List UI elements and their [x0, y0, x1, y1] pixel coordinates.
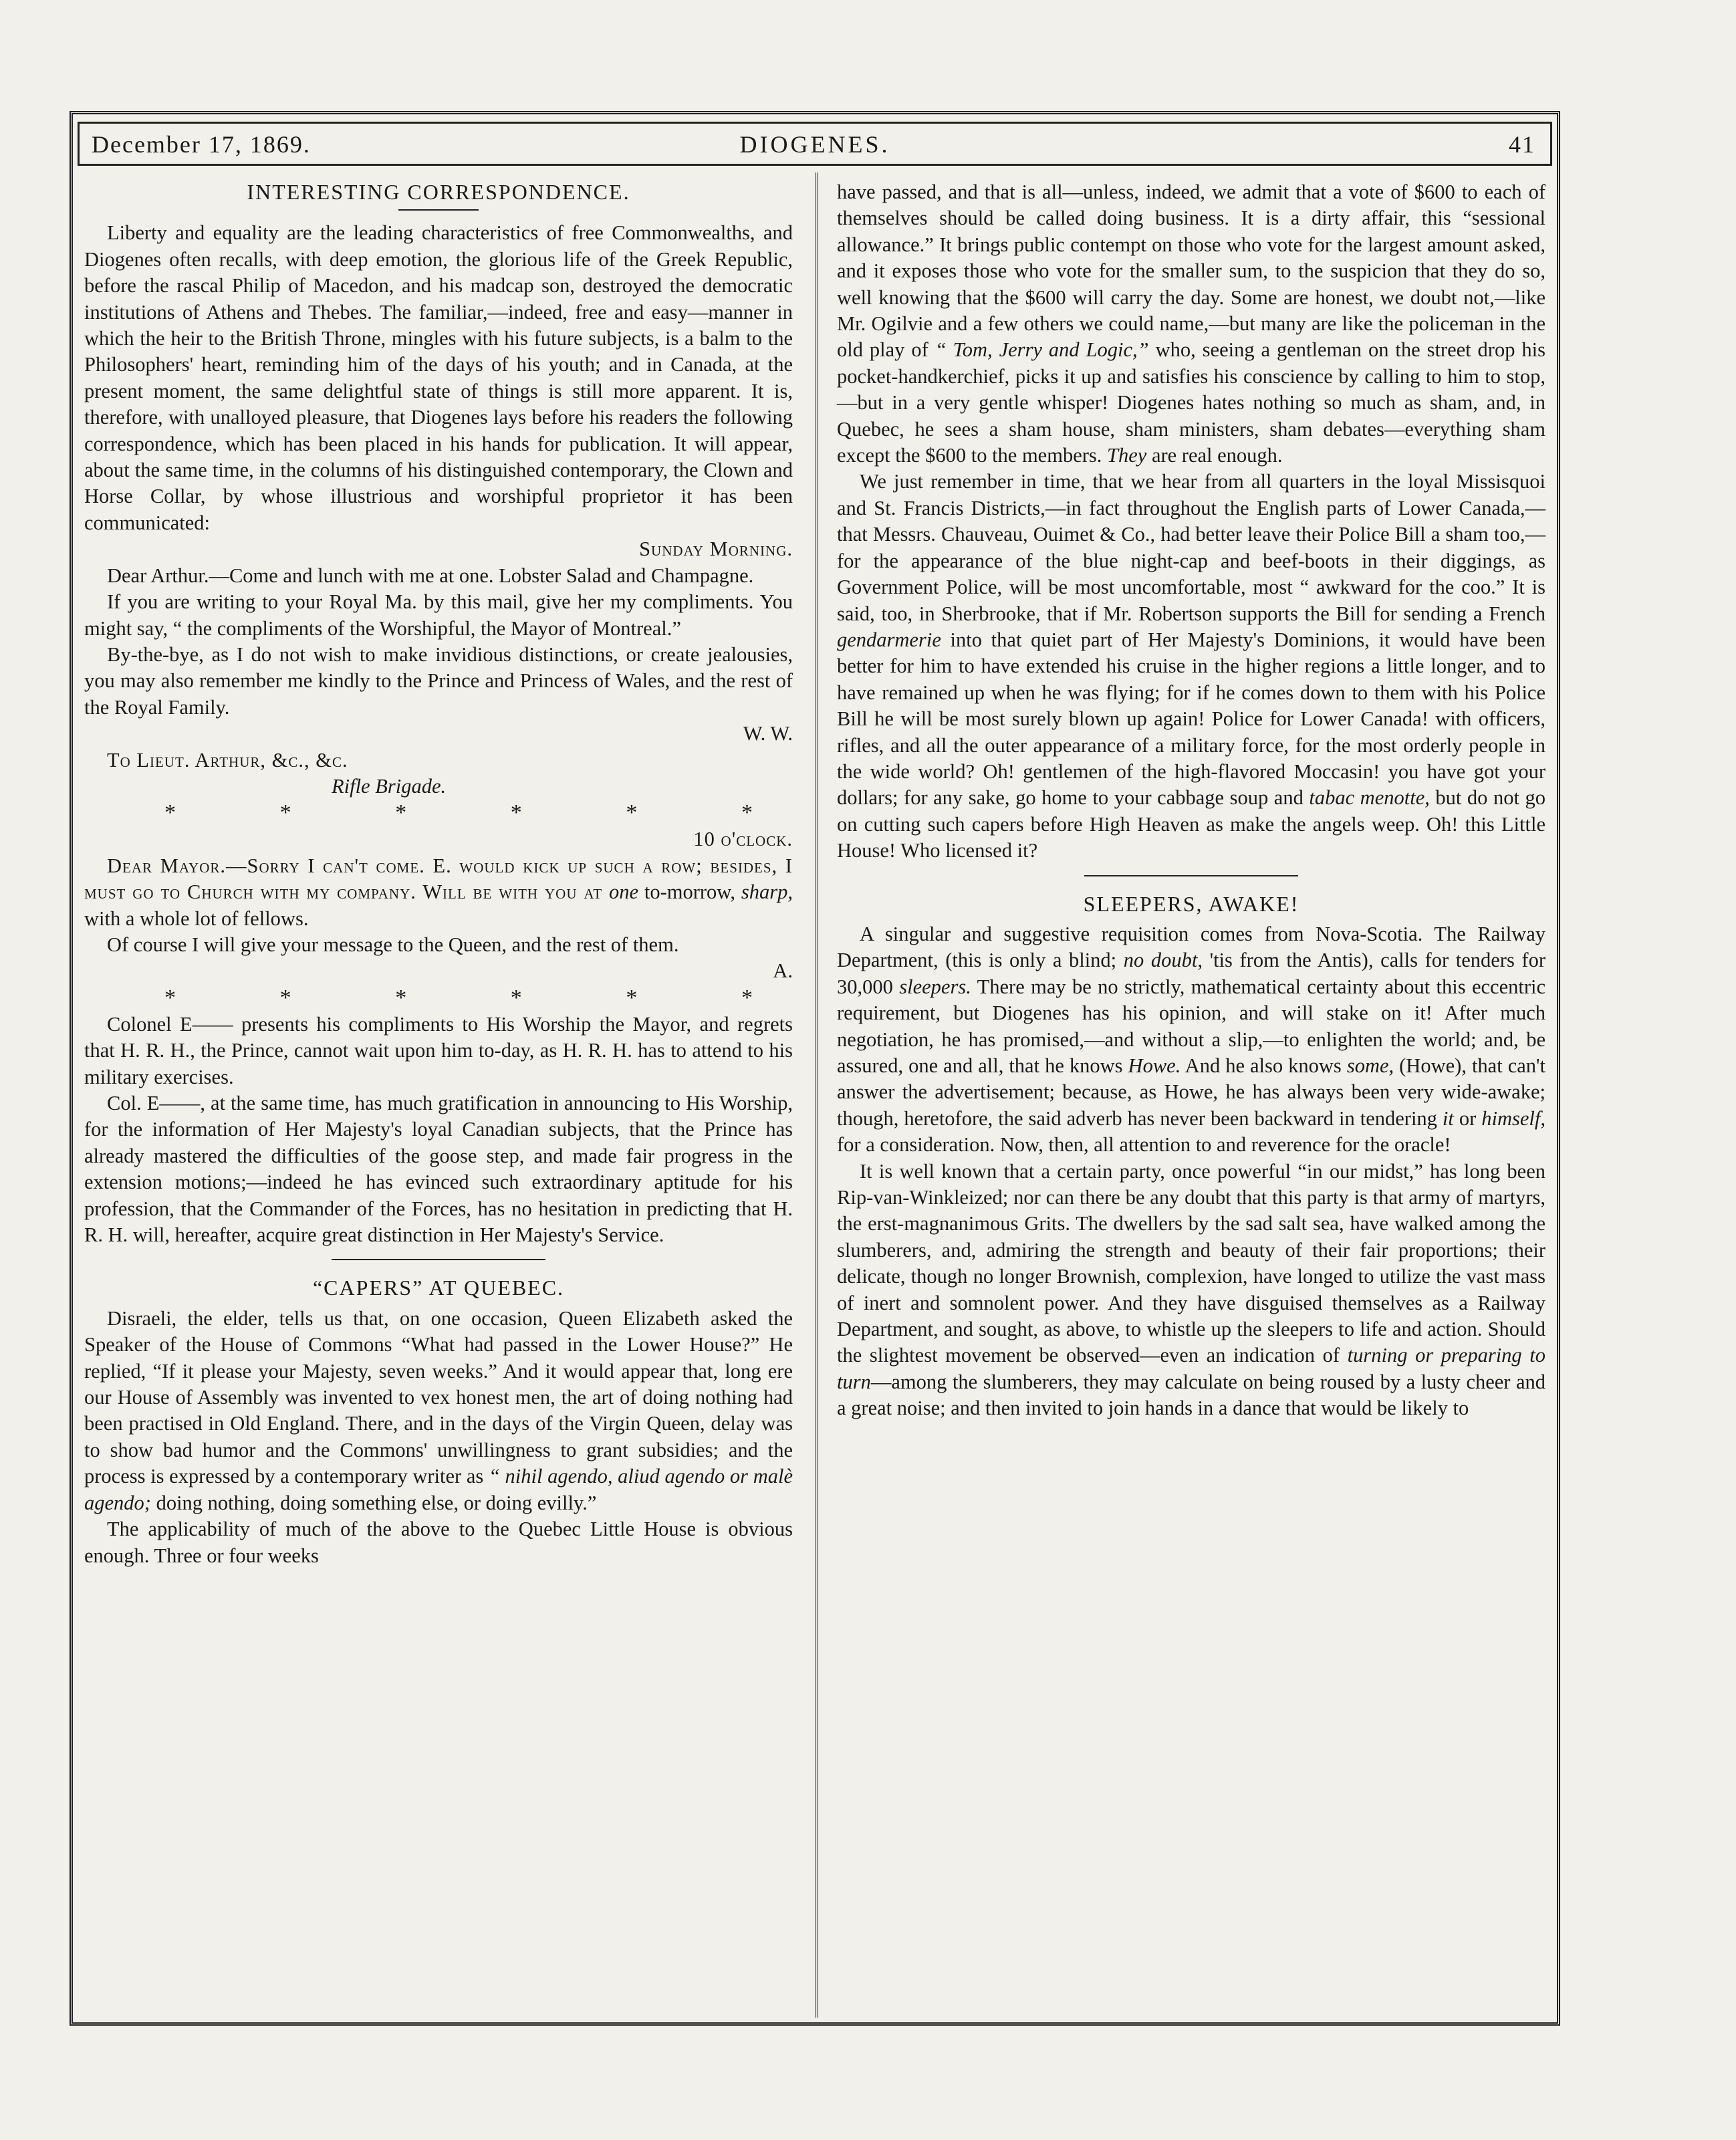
heading-sleepers-awake: SLEEPERS, AWAKE!: [1083, 891, 1299, 916]
intro-paragraph: Liberty and equality are the leading characteristics of free Commonwealths, and Diogenes often recalls, with deep emotion, the glorious life of the Greek Republic, before the rascal Philip of Macedon, and his madcap son, destroyed the democratic institutions of Athens and Thebes. The familiar,—indeed, free and easy—manner in which the heir to the British Throne, mingles with his future subjects, is a balm to the Philosophers' heart, reminding him of the days of his youth; and in Canada, at the present moment, the same delightful state of things is still more apparent. It is, therefore, with unalloyed pleasure, that Diogenes lays before his readers the following correspondence, which has been placed in his hands for publication. It will appear, about the same time, in the columns of his distinguished contemporary, the Clown and Horse Collar, by whose illustrious and worshipful proprietor it has been communicated:: [84, 221, 793, 534]
heading-rule: [398, 209, 479, 211]
cont2-text-b: into that quiet part of Her Majesty's Dominions, it would have been better for him to have extended his cruise in the higher regions a little longer, and to have remained up when he was flying; for if he comes down to them with his Police Bill he will be most surely blown up again! Police for Lower Canada! with officers, rifles, and all the outer appearance of a military force, for the most orderly people in the wide world? Oh! gentlemen of the high-flavored Moccasin! you have got your dollars; for any sake, go home to your cabbage soup and: [837, 628, 1545, 810]
letter2-text-b: to-morrow,: [638, 880, 741, 904]
cont2-text-a: We just remember in time, that we hear from all quarters in the loyal Missisquoi and St. Francis Districts,—in fact throughout the English parts of Lower Canada,—that Messrs. Chauveau, Ouimet & Co., had better leave their Police Bill a sham too,—for the appearance of the blue night-cap and beef-boots in their diggings, as Government Police, will be most uncomfortable, most “ awkward for the coo.” It is said, too, in Sherbrooke, that if Mr. Robertson supports the Bill for sending a French: [837, 470, 1545, 625]
star: *: [741, 800, 753, 826]
colonel-paragraph-2: Col. E——, at the same time, has much gratification in announcing to His Worship, for the information of Her Majesty's loyal Canadian subjects, that the Prince has already mastered the difficulties of the goose step, and made fair progress in the extension motions;—indeed he has evinced such extraordinary aptitude for his profession, that the Commander of the Forces, has no hesitation in predicting that H. R. H. will, hereafter, acquire great distinction in Her Majesty's Service.: [84, 1092, 793, 1247]
letter1-paragraph-1: Dear Arthur.—Come and lunch with me at one. Lobster Salad and Champagne.: [107, 564, 754, 587]
sleepers-paragraph-1: [837, 921, 1545, 1159]
some-word: some,: [1346, 1054, 1394, 1077]
signature-a: A.: [773, 959, 793, 983]
star: *: [164, 800, 176, 826]
capers-continued-2: [837, 469, 1545, 864]
signature-ww: W. W.: [743, 722, 793, 745]
howe-word: Howe.: [1128, 1054, 1181, 1077]
star: *: [510, 800, 522, 826]
sleepers-word: sleepers.: [899, 975, 971, 998]
cont-text-c: are real enough.: [1146, 444, 1283, 467]
star: *: [626, 800, 638, 826]
no-doubt: no doubt,: [1123, 949, 1203, 972]
heading-interesting-correspondence: INTERESTING CORRESPONDENCE.: [247, 180, 630, 204]
letter2-paragraph-2: Of course I will give your message to the Queen, and the rest of them.: [107, 933, 679, 956]
capers-text-a: Disraeli, the elder, tells us that, on one occasion, Queen Elizabeth asked the Speaker of the House of Commons “What had passed in the Lower House?” He replied, “If it please your Majesty, seven weeks.” And it would appear that, long ere our House of Assembly was invented to vex honest men, the art of doing nothing had been practised in Old England. There, and in the days of the Virgin Queen, delay was to show bad humor and the Commons' unwillingness to grant subsidies; and the process is expressed by a contemporary writer as: [84, 1306, 793, 1488]
star: *: [510, 985, 522, 1010]
cont-text-a: have passed, and that is all—unless, indeed, we admit that a vote of $600 to each of themselves should be called doing business. It is a dirty affair, this “sessional allowance.” It brings public contempt on those who vote for the largest amount asked, and it exposes those who vote for the smaller sum, to the suspicion that they do so, well knowing that the $600 will carry the day. Some are honest, we doubt not,—like Mr. Ogilvie and a few others we could name,—but many are like the policeman in the old play of: [837, 181, 1545, 362]
column-divider: [816, 172, 818, 2018]
section-rule: [1084, 875, 1298, 876]
star: *: [395, 985, 407, 1010]
sleepers-paragraph-2: [837, 1159, 1545, 1422]
sleep-text-c: There may be no strictly, mathematical certainty about this eccentric requirement, but Diogenes has his opinion, and will stake on it! After much negotiation, he has promised,—and without a slip,—to enlighten the world; and, be assured, one and all, that he knows: [837, 975, 1546, 1077]
page-number: 41: [1509, 131, 1535, 158]
rifle-brigade: Rifle Brigade.: [332, 774, 447, 798]
address-line: To Lieut. Arthur, &c., &c.: [107, 748, 348, 771]
turning-phrase: turning or preparing to turn: [837, 1344, 1546, 1393]
star-divider: [84, 985, 793, 1012]
masthead: DIOGENES.: [739, 131, 890, 158]
section-rule: [332, 1259, 545, 1260]
capers-latin-quote: “ nihil agendo, aliud agendo or malè agendo;: [84, 1465, 793, 1514]
star: *: [395, 800, 407, 826]
sleep-text-e: (Howe), that can't answer the advertisement; because, as Howe, he has always been very wide-awake; though, heretofore, the said adverb has never been backward in tendering: [837, 1054, 1545, 1130]
letter2-paragraph-1: [84, 853, 793, 932]
letter1-paragraph-3: By-the-bye, as I do not wish to make invidious distinctions, or create jealousies, you may also remember me kindly to the Prince and Princess of Wales, and the rest of the Royal Family.: [84, 642, 793, 719]
play-title: “ Tom, Jerry and Logic,”: [935, 338, 1149, 362]
heading-capers-at-quebec: “CAPERS” AT QUEBEC.: [312, 1276, 565, 1300]
star: *: [741, 985, 753, 1010]
dateline-ten-oclock: 10 o'clock.: [693, 828, 793, 851]
star: *: [279, 800, 291, 826]
cont2-text-c: but do not go on cutting such capers before High Heaven as make the angels weep. Oh! this Little House! Who licensed it?: [837, 786, 1545, 862]
sleep-text-a: A singular and suggestive requisition comes from Nova-Scotia. The Railway Department, (this is only a blind;: [837, 922, 1545, 972]
colonel-paragraph-1: Colonel E—— presents his compliments to His Worship the Mayor, and regrets that H. R. H., the Prince, cannot wait upon him to-day, as H. R. H. has to attend to his military exercises.: [84, 1012, 793, 1088]
letter2-text-c: with a whole lot of fellows.: [84, 907, 309, 930]
page-header: [78, 122, 1552, 166]
capers-text-b: doing nothing, doing something else, or doing evilly.”: [150, 1491, 597, 1514]
letter2-text-a: Dear Mayor.—Sorry I can't come. E. would kick up such a row; besides, I must go to Church with my company. Will be with you at: [84, 854, 793, 904]
star: *: [626, 985, 638, 1010]
sleep-text-b: 'tis from the Antis), calls for tenders for 30,000: [837, 949, 1545, 998]
himself-word: himself,: [1481, 1106, 1545, 1130]
letter1-paragraph-2: If you are writing to your Royal Ma. by this mail, give her my compliments. You might say, “ the compliments of the Worshipful, the Mayor of Montreal.”: [84, 590, 793, 640]
right-column: [837, 179, 1545, 1422]
tabac-menotte: tabac menotte,: [1309, 786, 1430, 810]
issue-date: December 17, 1869.: [92, 131, 311, 158]
it-word: it: [1442, 1106, 1454, 1130]
letter2-sharp: sharp,: [741, 880, 793, 904]
letter2-one: one: [608, 880, 638, 904]
dateline-sunday: Sunday Morning.: [639, 538, 793, 561]
sleep-text-d: And he also knows: [1181, 1054, 1347, 1077]
star: *: [279, 985, 291, 1010]
gendarmerie: gendarmerie: [837, 628, 941, 651]
capers-continued-1: [837, 179, 1545, 469]
sleep-text-g: for a consideration. Now, then, all attention to and reverence for the oracle!: [837, 1133, 1451, 1157]
left-column: [84, 179, 793, 1569]
sleep2-text-b: —among the slumberers, they may calculate on being roused by a lusty cheer and a great noise; and then invited to join hands in a dance that would be likely to: [837, 1370, 1545, 1420]
capers-paragraph-2: The applicability of much of the above to the Quebec Little House is obvious enough. Three or four weeks: [84, 1518, 793, 1567]
capers-paragraph-1: [84, 1306, 793, 1516]
cont-they: They: [1107, 444, 1147, 467]
cont-text-b: who, seeing a gentleman on the street drop his pocket-handkerchief, picks it up and satisfies his conscience by calling to him to stop,—but in a very gentle whisper! Diogenes hates nothing so much as sham, and, in Quebec, he sees a sham house, sham ministers, sham debates—everything sham except the $600 to the members.: [837, 338, 1545, 467]
sleep2-text-a: It is well known that a certain party, once powerful “in our midst,” has long been Rip-van-Winkleized; nor can there be any doubt that this party is that army of martyrs, the erst-magnanimous Grits. The dwellers by the sad salt sea, have walked among the slumberers, and, admiring the strength and beauty of their fair proportions; their delicate, though no longer Brownish, complexion, have longed to utilize the vast mass of inert and somnolent power. And they have disguised themselves as a Railway Department, and sought, as above, to whistle up the sleepers to life and action. Should the slightest movement be observed—even an indication of: [837, 1159, 1545, 1367]
star-divider: [84, 800, 793, 826]
star: *: [164, 985, 176, 1010]
sleep-text-f: or: [1453, 1106, 1482, 1130]
